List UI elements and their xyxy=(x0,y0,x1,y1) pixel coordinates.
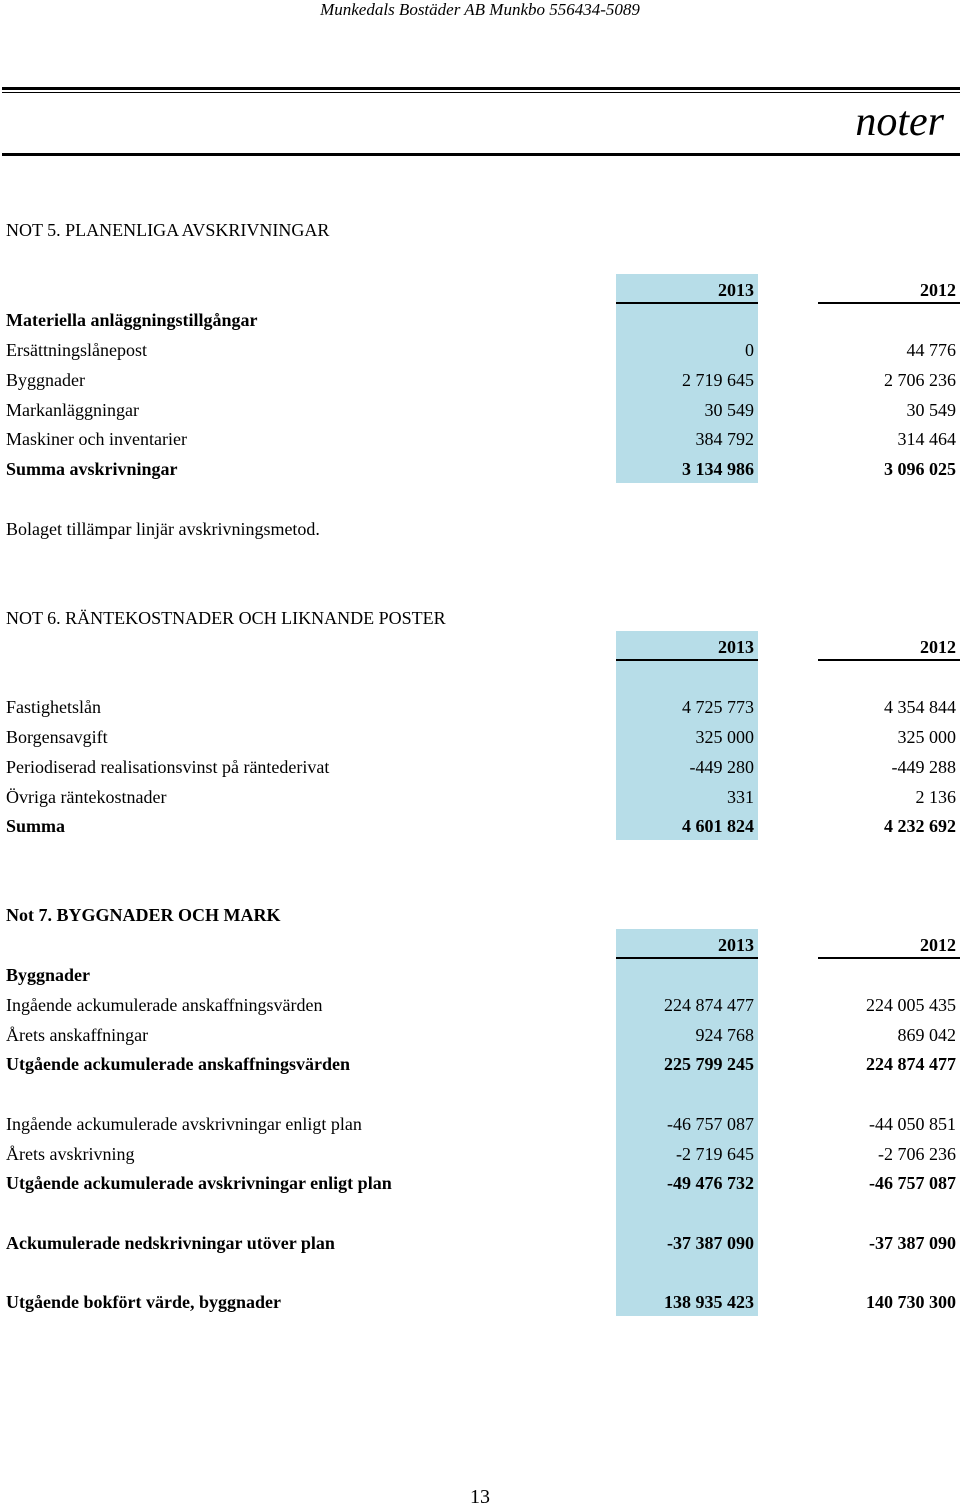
page-number: 13 xyxy=(470,1486,490,1508)
note7-year2-underline xyxy=(818,957,960,959)
table-row: Ingående ackumulerade anskaffningsvärden 224 874 477 224 005 435 xyxy=(6,995,956,1015)
section-rule xyxy=(2,153,960,156)
note6-year1-underline xyxy=(616,659,758,661)
table-row: Årets anskaffningar 924 768 869 042 xyxy=(6,1025,956,1045)
table-row: Ersättningslånepost 0 44 776 xyxy=(6,340,956,360)
note5-title: NOT 5. PLANENLIGA AVSKRIVNINGAR xyxy=(6,220,330,240)
table-row: Fastighetslån 4 725 773 4 354 844 xyxy=(6,697,956,717)
note7-dep-total-row: Utgående ackumulerade avskrivningar enligt plan -49 476 732 -46 757 087 xyxy=(6,1173,956,1193)
table-row: Maskiner och inventarier 384 792 314 464 xyxy=(6,429,956,449)
table-row: Periodiserad realisationsvinst på räntederivat -449 280 -449 288 xyxy=(6,757,956,777)
note7-impairment-row: Ackumulerade nedskrivningar utöver plan -37 387 090 -37 387 090 xyxy=(6,1233,956,1253)
note5-total-row: Summa avskrivningar 3 134 986 3 096 025 xyxy=(6,459,956,479)
table-row: Ingående ackumulerade avskrivningar enligt plan -46 757 087 -44 050 851 xyxy=(6,1114,956,1134)
note5-year-header xyxy=(6,275,956,305)
note5-year2-underline xyxy=(818,302,960,304)
note5-year-2013: 2013 xyxy=(718,280,754,300)
table-row: Byggnader 2 719 645 2 706 236 xyxy=(6,370,956,390)
note6-year2-underline xyxy=(818,659,960,661)
header-rule-thin xyxy=(2,92,960,93)
note6-title: NOT 6. RÄNTEKOSTNADER OCH LIKNANDE POSTER xyxy=(6,608,446,628)
note7-year-2013: 2013 xyxy=(718,935,754,955)
note5-year-2012: 2012 xyxy=(920,280,956,300)
note7-year-2012: 2012 xyxy=(920,935,956,955)
note6-year-header xyxy=(6,632,956,662)
note7-title: Not 7. BYGGNADER OCH MARK xyxy=(6,905,281,925)
note7-book-value-row: Utgående bokfört värde, byggnader 138 935 423 140 730 300 xyxy=(6,1292,956,1312)
note7-year1-underline xyxy=(616,957,758,959)
note6-year-2013: 2013 xyxy=(718,637,754,657)
table-row: Övriga räntekostnader 331 2 136 xyxy=(6,787,956,807)
note6-total-row: Summa 4 601 824 4 232 692 xyxy=(6,816,956,836)
document-header: Munkedals Bostäder AB Munkbo 556434-5089 xyxy=(320,0,640,19)
note6-year-2012: 2012 xyxy=(920,637,956,657)
table-row: Markanläggningar 30 549 30 549 xyxy=(6,400,956,420)
note5-year1-underline xyxy=(616,302,758,304)
note7-acq-total-row: Utgående ackumulerade anskaffningsvärden 225 799 245 224 874 477 xyxy=(6,1054,956,1074)
header-rule-thick xyxy=(2,87,960,90)
note7-group-label: Byggnader xyxy=(6,965,91,985)
table-row: Årets avskrivning -2 719 645 -2 706 236 xyxy=(6,1144,956,1164)
note5-footnote: Bolaget tillämpar linjär avskrivningsmetod. xyxy=(6,519,320,539)
table-row: Borgensavgift 325 000 325 000 xyxy=(6,727,956,747)
section-title: noter xyxy=(855,99,944,145)
note7-year-header xyxy=(6,930,956,960)
note5-group-label: Materiella anläggningstillgångar xyxy=(6,310,258,330)
